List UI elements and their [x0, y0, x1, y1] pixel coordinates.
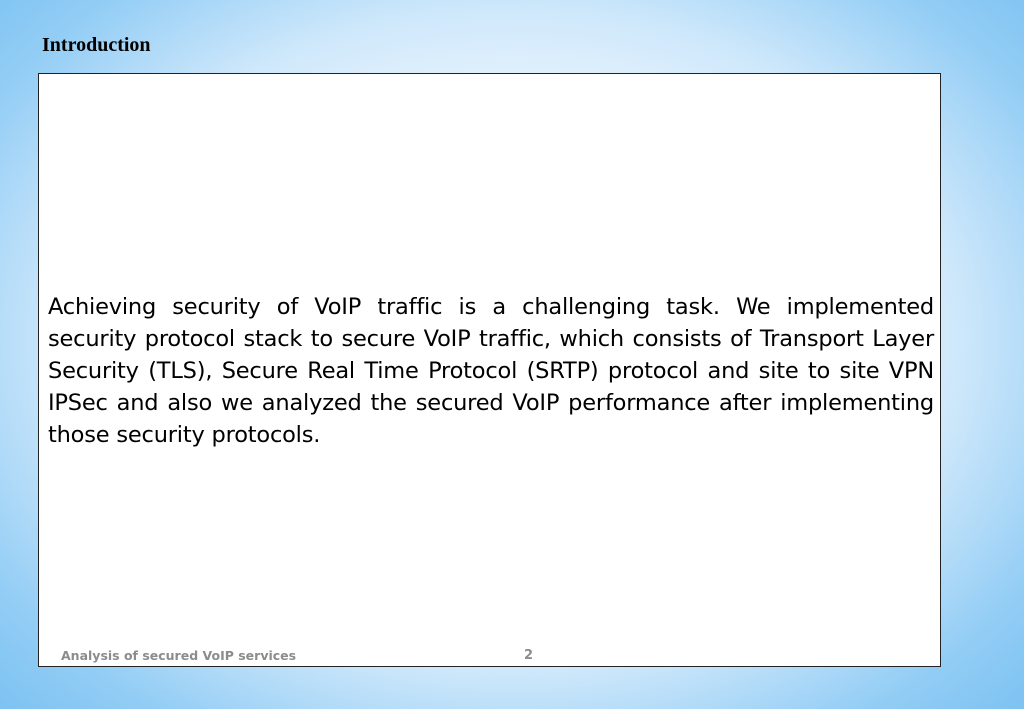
slide-title: Introduction	[42, 34, 151, 56]
body-paragraph: Achieving security of VoIP traffic is a challenging task. We implemented security protocol stack to secure VoIP traffic, which consists of Transport Layer Security (TLS), Secure Real Time Protocol (SRTP) protocol and site to site VPN IPSec and also we analyzed the secured VoIP performance after implementing those security protocols.	[48, 294, 934, 448]
page-number: 2	[524, 648, 534, 663]
footer-title: Analysis of secured VoIP services	[61, 648, 297, 663]
content-box	[38, 73, 941, 667]
